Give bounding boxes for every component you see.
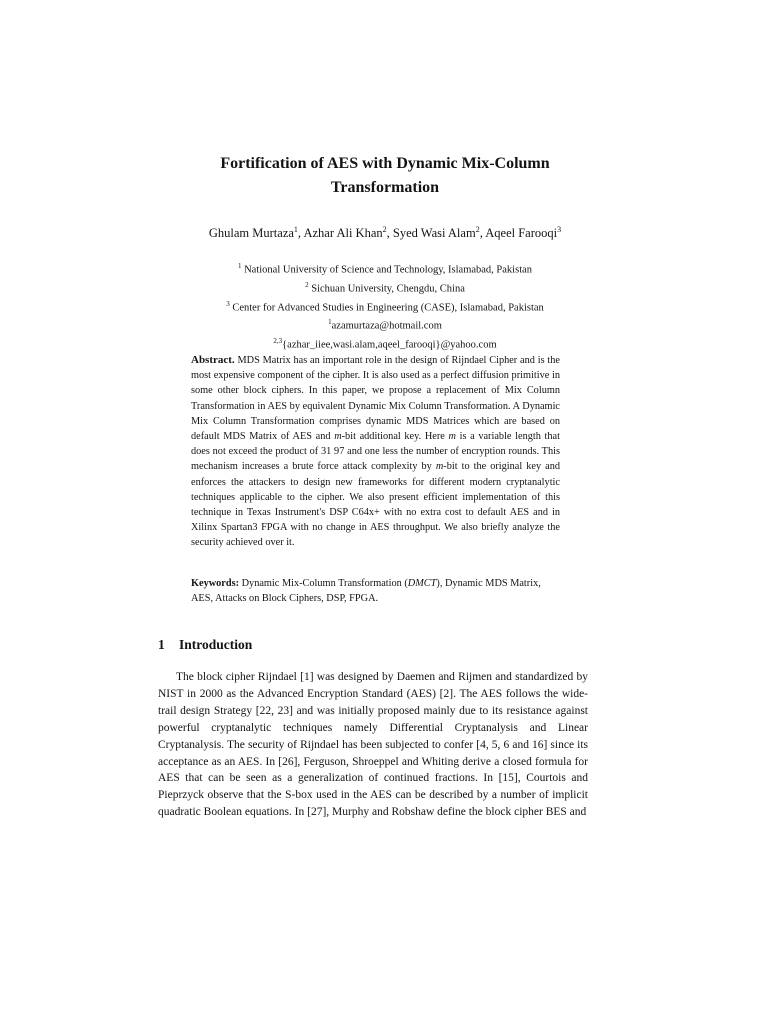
- email-text: {azhar_iiee,wasi.alam,aqeel_farooqi}@yahoo.com: [282, 339, 497, 351]
- abstract-text: -bit additional key. Here: [341, 431, 449, 443]
- section-number: 1: [158, 637, 165, 652]
- abstract-text: -bit to the original key and enforces the attackers to design new frameworks for different modern cryptanalytic techniques applicable to the cipher. We also present efficient implementation of this technique in Texas Instrument's DSP C64x+ with no extra cost to default AES and in Xilinx Spartan3 FPGA with no change in AES throughput. We also briefly analyze the security achieved over it.: [191, 461, 560, 549]
- keywords: [191, 576, 560, 606]
- affiliation-mark: 2: [305, 280, 309, 289]
- affiliation-line: [150, 259, 620, 278]
- author-affiliation-mark: 3: [557, 225, 562, 234]
- affiliation-mark: 2,3: [273, 337, 283, 346]
- abstract-text: MDS Matrix has an important role in the design of Rijndael Cipher and is the most expensive component of the cipher. It is also used as a perfect diffusion primitive in some other block ciphers. In this paper, we propose a replacement of Mix Column Transformation in AES by equivalent Dynamic Mix Column Transformation. A Dynamic Mix Column Transformation comprises dynamic MDS Matrices which are based on default MDS Matrix of AES and: [191, 355, 560, 443]
- title-line-2: Transformation: [330, 179, 440, 196]
- affiliation-list: [150, 259, 620, 353]
- affiliation-text: Center for Advanced Studies in Engineering (CASE), Islamabad, Pakistan: [229, 302, 544, 314]
- section-heading: [158, 637, 252, 653]
- author-separator: ,: [386, 226, 393, 241]
- affiliation-mark: 1: [237, 262, 242, 270]
- section-title: Introduction: [179, 637, 253, 652]
- keywords-text: Dynamic Mix-Column Transformation (: [239, 578, 408, 589]
- affiliation-line: [150, 278, 620, 297]
- abstract-variable: m: [448, 431, 456, 443]
- author-name: Syed Wasi Alam: [392, 226, 476, 241]
- keywords-acronym: DMCT: [407, 578, 437, 589]
- author-separator: ,: [479, 226, 486, 241]
- author-list: [150, 225, 620, 241]
- author-affiliation-mark: 2: [382, 225, 387, 234]
- author-separator: ,: [297, 226, 304, 241]
- author-name: Aqeel Farooqi: [485, 226, 558, 241]
- keywords-label: Keywords:: [191, 578, 240, 589]
- author-name: Ghulam Murtaza: [208, 226, 294, 241]
- affiliation-text: National University of Science and Technology, Islamabad, Pakistan: [241, 264, 533, 276]
- keywords-text: ), Dynamic MDS Matrix, AES, Attacks on Block Ciphers, DSP, FPGA.: [191, 578, 541, 605]
- email-line: [150, 334, 620, 353]
- affiliation-text: Sichuan University, Chengdu, China: [308, 283, 465, 295]
- abstract-text: is a variable length that does not exceed the product of 31 97 and one less the number of encryption rounds. This mechanism increases a brute force attack complexity by: [191, 431, 560, 473]
- introduction-paragraph: The block cipher Rijndael [1] was designed by Daemen and Rijmen and standardized by NIST in 2000 as the Advanced Encryption Standard (AES) [2]. The AES follows the wide-trail design Strategy [22, 23] and was initially proposed mainly due to its resistance against powerful cryptanalytic techniques namely Differential Cryptanalysis and Linear Cryptanalysis. The security of Rijndael has been subjected to confer [4, 5, 6 and 16] since its acceptance as an AES. In [26], Ferguson, Shroeppel and Whiting derive a closed formula for AES that can be seen as a generalization of continued fractions. In [15], Courtois and Pieprzyck observe that the S-box used in the AES can be described by a number of implicit quadratic Boolean equations. In [27], Murphy and Robshaw define the block cipher BES and: [158, 671, 588, 819]
- abstract-variable: m: [435, 461, 444, 473]
- affiliation-line: [150, 297, 620, 316]
- affiliation-mark: 3: [226, 299, 230, 308]
- abstract-label: Abstract.: [191, 354, 235, 366]
- author-name: Azhar Ali Khan: [303, 226, 383, 241]
- abstract-variable: m: [334, 431, 342, 443]
- author-affiliation-mark: 2: [475, 225, 480, 234]
- email-line: [150, 315, 620, 334]
- email-text: azamurtaza@hotmail.com: [331, 320, 442, 332]
- affiliation-mark: 1: [328, 318, 332, 327]
- author-affiliation-mark: 1: [293, 225, 298, 234]
- introduction-body: [158, 669, 588, 821]
- paper-title: [150, 152, 620, 200]
- title-line-1: Fortification of AES with Dynamic Mix-Column: [220, 155, 550, 172]
- abstract: [191, 353, 560, 551]
